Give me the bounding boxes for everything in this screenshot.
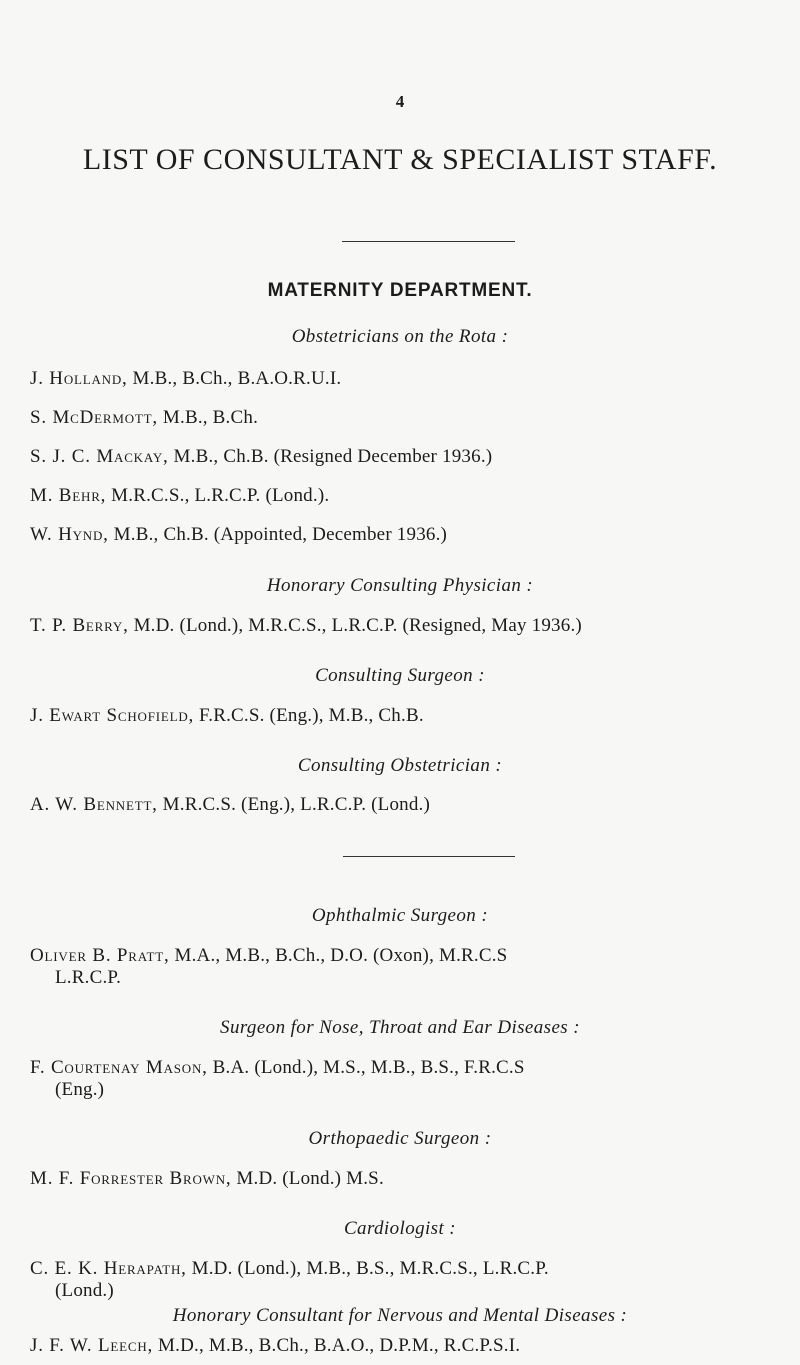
page-number: 4 xyxy=(395,92,405,111)
staff-qualifications: M.R.C.S. (Eng.), L.R.C.P. (Lond.) xyxy=(157,794,431,815)
staff-qualifications: M.D. (Lond.) M.S. xyxy=(231,1168,384,1189)
staff-entry xyxy=(30,524,790,546)
staff-entry xyxy=(30,705,790,727)
staff-entry xyxy=(30,446,790,468)
staff-name: M. Behr, xyxy=(30,485,107,506)
role-heading: Cardiologist : xyxy=(343,1218,457,1239)
staff-qualifications: M.B., B.Ch., B.A.O.R.U.I. xyxy=(127,368,342,389)
staff-qualifications: M.B., B.Ch. xyxy=(157,407,259,428)
staff-qualifications-continued: L.R.C.P. xyxy=(55,967,122,988)
staff-entry xyxy=(30,1168,790,1190)
staff-qualifications: F.R.C.S. (Eng.), M.B., Ch.B. xyxy=(194,705,424,726)
staff-name: A. W. Bennett, xyxy=(30,794,158,815)
staff-entry xyxy=(30,368,790,390)
divider xyxy=(343,856,515,857)
staff-qualifications: M.B., Ch.B. (Appointed, December 1936.) xyxy=(108,524,448,545)
role-heading: Obstetricians on the Rota : xyxy=(291,326,509,347)
staff-name: M. F. Forrester Brown, xyxy=(30,1168,232,1189)
staff-qualifications: B.A. (Lond.), M.S., M.B., B.S., F.R.C.S xyxy=(207,1057,525,1078)
staff-entry xyxy=(30,485,790,507)
staff-qualifications: M.B., Ch.B. (Resigned December 1936.) xyxy=(168,446,493,467)
staff-name: C. E. K. Herapath, xyxy=(30,1258,187,1279)
staff-name: F. Courtenay Mason, xyxy=(30,1057,208,1078)
staff-name: J. Ewart Schofield, xyxy=(30,705,195,726)
department-heading: MATERNITY DEPARTMENT. xyxy=(267,280,533,301)
staff-name: J. F. W. Leech, xyxy=(30,1335,154,1356)
staff-name: S. J. C. Mackay, xyxy=(30,446,169,467)
staff-entry xyxy=(30,1258,790,1302)
staff-qualifications: M.D. (Lond.), M.B., B.S., M.R.C.S., L.R.C.P. xyxy=(186,1258,549,1279)
staff-qualifications: M.R.C.S., L.R.C.P. (Lond.). xyxy=(106,485,330,506)
divider xyxy=(342,241,515,242)
staff-name: W. Hynd, xyxy=(30,524,109,545)
staff-qualifications-continued: (Eng.) xyxy=(55,1079,105,1100)
staff-entry xyxy=(30,407,790,429)
staff-qualifications: M.A., M.B., B.Ch., D.O. (Oxon), M.R.C.S xyxy=(169,945,508,966)
page-title: LIST OF CONSULTANT & SPECIALIST STAFF. xyxy=(82,143,718,176)
role-heading: Consulting Surgeon : xyxy=(315,665,485,686)
role-heading: Honorary Consulting Physician : xyxy=(266,575,534,596)
staff-entry xyxy=(30,615,790,637)
staff-name: J. Holland, xyxy=(30,368,128,389)
staff-qualifications: M.D., M.B., B.Ch., B.A.O., D.P.M., R.C.P.S.I. xyxy=(153,1335,521,1356)
role-heading: Honorary Consultant for Nervous and Mental Diseases : xyxy=(172,1305,628,1326)
staff-entry xyxy=(30,945,790,989)
staff-qualifications-continued: (Lond.) xyxy=(55,1280,114,1301)
staff-name: T. P. Berry, xyxy=(30,615,129,636)
role-heading: Consulting Obstetrician : xyxy=(297,755,503,776)
staff-entry xyxy=(30,794,790,816)
staff-name: S. McDermott, xyxy=(30,407,158,428)
role-heading: Orthopaedic Surgeon : xyxy=(308,1128,492,1149)
role-heading: Surgeon for Nose, Throat and Ear Diseases : xyxy=(220,1017,580,1038)
staff-qualifications: M.D. (Lond.), M.R.C.S., L.R.C.P. (Resigned, May 1936.) xyxy=(128,615,582,636)
staff-entry xyxy=(30,1335,790,1357)
staff-name: Oliver B. Pratt, xyxy=(30,945,170,966)
role-heading: Ophthalmic Surgeon : xyxy=(311,905,489,926)
staff-entry xyxy=(30,1057,790,1101)
